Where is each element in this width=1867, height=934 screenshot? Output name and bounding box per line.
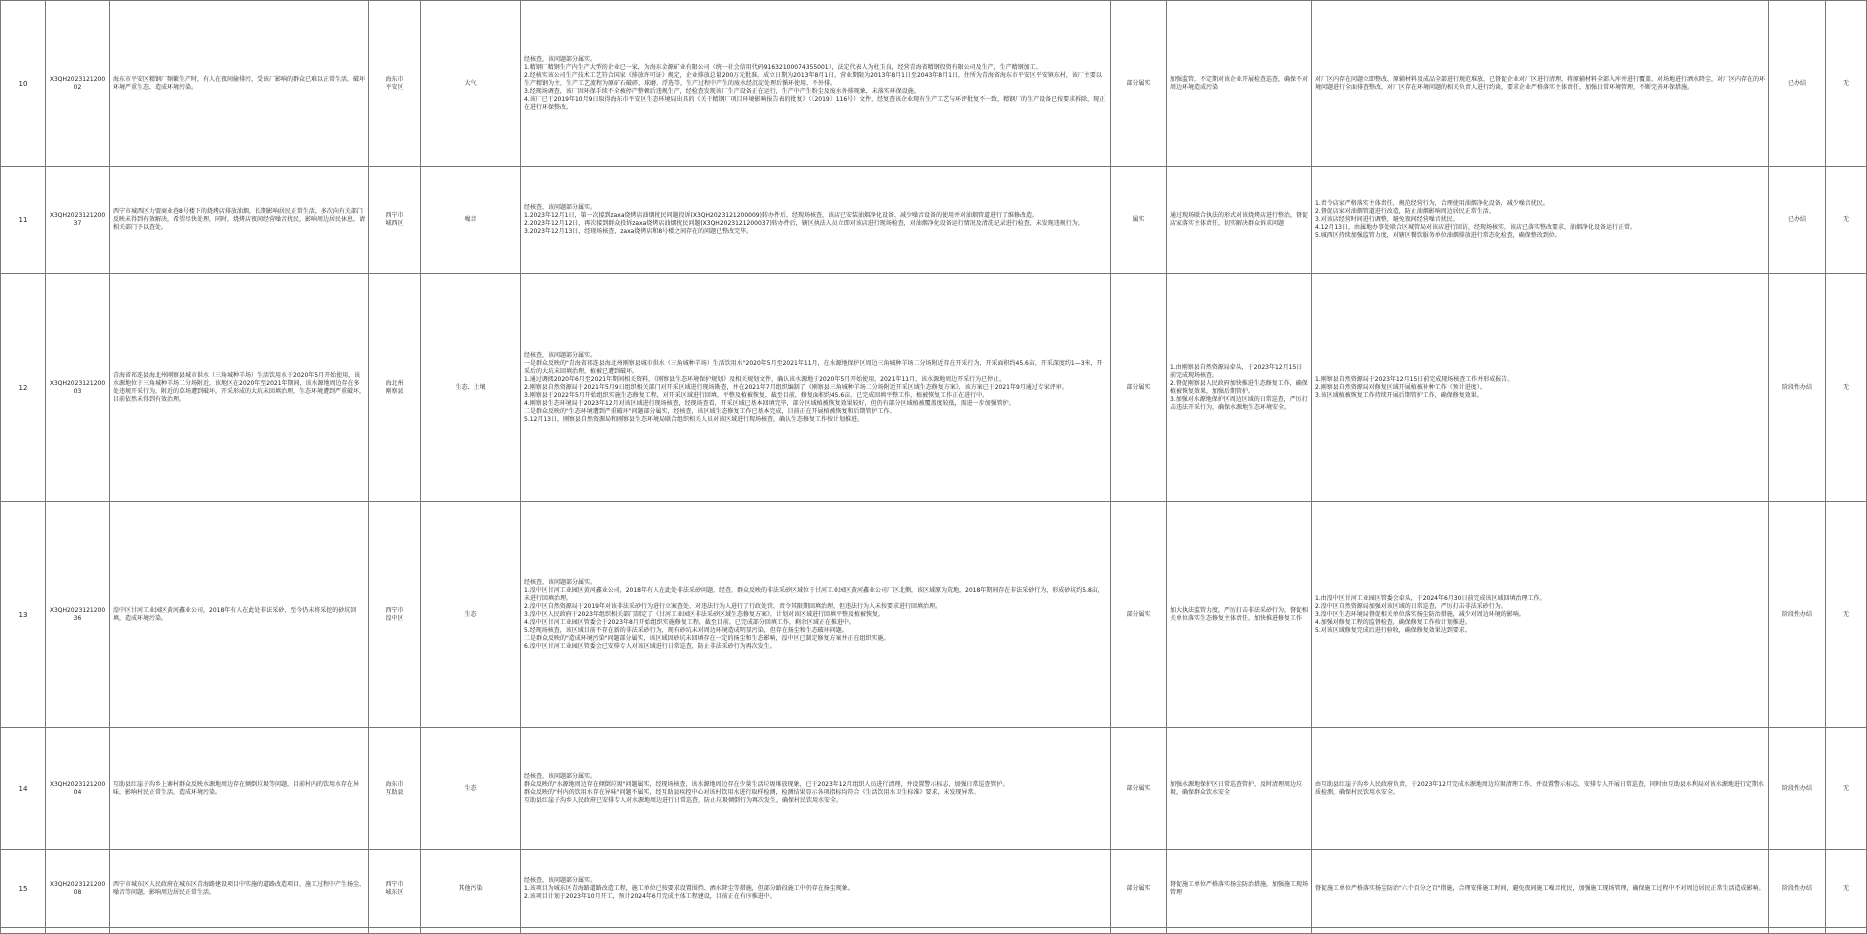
row-index: 11 (1, 167, 46, 274)
table-row (1, 274, 1867, 502)
case-id (46, 850, 110, 928)
rectification-text-line: 2.湟中区自然资源局加强对该区域的日常巡查，严厉打击非法采砂行为。 (1315, 602, 1507, 610)
empty-cell (521, 928, 1111, 934)
investigation-line: 二是群众反映的"造成环境污染"问题部分属实，该区域因砂坑未回填存在一定的扬尘和生态影响，湟中区已制定修复方案并正在组织实施。 (524, 634, 890, 642)
case-id-line: 08 (73, 888, 82, 896)
case-id-line: 36 (73, 614, 82, 622)
case-id (46, 502, 110, 728)
status: 已办结 (1769, 167, 1826, 274)
investigation-line: 群众反映的"村内的饮用水存在异味"问题不属实，经互助县疾控中心对该村饮用水进行取样检测，检测结果显示各项指标均符合《生活饮用水卫生标准》要求，未发现异常。 (524, 788, 980, 796)
rectification-text-line: 1.责令店家严格落实主体责任，规范经营行为，合理使用油烟净化设备，减少噪音扰民。 (1315, 200, 1549, 207)
accountability: 无 (1826, 1, 1867, 167)
complaint-text: 西宁市城西区力盟商业巷8号楼下的烧烤店排放油烟，长期影响居民正常生活，多次向有关部门反映未得到有效解决，希望尽快处理，同时，烧烤店夜间经营噪音扰民，影响周边居民休息，请相关部门予以查处。 (110, 167, 369, 274)
location (369, 850, 421, 928)
verdict: 部分属实 (1111, 850, 1167, 928)
location-line: 湟中区 (385, 614, 404, 622)
investigation-line: 群众反映的"水源地周边存在倾倒垃圾"问题属实，经现场核查，该水源地周边存在少量生活垃圾堆放现象，已于2023年12月组织人员进行清理，并设置警示标志，加强日常巡查管护。 (524, 780, 1009, 788)
pollution-category: 生态、土壤 (421, 274, 521, 502)
investigation-line: 3.湟中区人民政府于2023年组织相关部门制定了《甘河工业园区非法采砂区域生态修复方案》，计划对该区域进行回填平整及植被恢复。 (524, 610, 884, 618)
investigation-text (521, 1, 1111, 167)
rectification-text-line: 4.加强对修复工程的监督检查，确保修复工作按计划推进。 (1315, 618, 1471, 626)
row-index: 12 (1, 274, 46, 502)
location (369, 274, 421, 502)
empty-cell (369, 928, 421, 934)
location-line: 西宁市 (385, 212, 404, 219)
investigation-line: 2.2023年12月12日，再次接到群众投诉zaxa烧烤店油烟扰民问题(X3QH2023121200037)转办件后，辖区执法人员立即对该店进行现场检查，对油烟净化设备运行情况及清洗记录进行检查，未发现违规行为。 (524, 220, 1084, 227)
investigation-line: 1.湟中区甘河工业园区黄河鑫业公司，2018年有人在此处非法采砂问题，经查，群众反映的非法采砂区域位于甘河工业园区黄河鑫业公司厂区北侧，该区域原为荒地，2018年期间存在非法采砂行为，形成砂坑约5.8亩，未进行回填治理。 (524, 586, 1104, 602)
case-id (46, 728, 110, 850)
investigation-line: 3.刚察县于2022年5月开始组织实施生态修复工程，对开采区域进行回填、平整及植被恢复，截至目前，修复面积约45.6亩，已完成回填平整工作，植被恢复工作正在进行中。 (524, 391, 989, 399)
verdict: 部分属实 (1111, 1, 1167, 167)
pollution-category: 生态 (421, 728, 521, 850)
rectification-text (1312, 502, 1769, 728)
case-id (46, 167, 110, 274)
investigation-line: 1.通过调阅2020年6月至2021年期间相关资料，《刚察县生态环境保护规划》及相关规划文件，确认该水源地于2020年5月开始使用，2021年11月，该水源地周边开采行为已停止。 (524, 375, 1006, 383)
case-id-line: X3QH2023121200 (49, 379, 106, 387)
accountability: 无 (1826, 850, 1867, 928)
case-id-line: X3QH2023121200 (49, 75, 106, 83)
empty-cell (1312, 928, 1769, 934)
location-line: 城东区 (385, 888, 404, 896)
location (369, 1, 421, 167)
rectification-text: 督促施工单位严格落实扬尘防治"六个百分之百"措施，合理安排施工时间，避免夜间施工噪音扰民，加强施工现场管理，确保施工过程中不对周边居民正常生活造成影响。 (1312, 850, 1769, 928)
investigation-line: 4.该厂已于2019年10月9日取得海东市平安区生态环境局出具的《关于精钢厂项目环境影响报告表的批复》（〔2019〕116号）文件，经复查该企业现有生产工艺与环评批复不一致，精钢厂的生产设备已按要求拆除，现正在进行环保整改。 (524, 95, 1106, 111)
investigation-text (521, 728, 1111, 850)
investigation-line: 6.湟中区甘河工业园区管委会已安排专人对该区域进行日常巡查，防止非法采砂行为再次发生。 (524, 642, 776, 650)
investigation-line: 经核查，该问题部分属实。 (524, 578, 597, 586)
empty-cell (1167, 928, 1312, 934)
table-row (1, 167, 1867, 274)
table-row-continuation (1, 928, 1867, 934)
investigation-line: 互助县红崖子沟乡人民政府已安排专人对水源地周边进行日常巡查，防止垃圾倾倒行为再次发生，确保村民饮用水安全。 (524, 796, 843, 804)
case-id-line: 37 (73, 220, 82, 227)
table-row (1, 1, 1867, 167)
handling-text-line: 2.督促刚察县人民政府加快推进生态修复工作，确保植被恢复效果，加强后期管护。 (1170, 379, 1308, 395)
handling-text: 加大执法监管力度，严厉打击非法采砂行为，督促相关单位落实生态修复主体责任，加快推进修复工作 (1167, 502, 1312, 728)
location-line: 城西区 (385, 220, 404, 227)
verdict: 部分属实 (1111, 502, 1167, 728)
investigation-line: 2.湟中区自然资源局于2019年对该非法采砂行为进行立案查处，对违法行为人进行了行政处罚，责令其限期回填治理，但违法行为人未按要求进行回填治理。 (524, 602, 941, 610)
investigation-line: 3.2023年12月13日，经现场核查，zaxa烧烤店和8号楼之间存在的问题已整改完毕。 (524, 228, 753, 235)
case-id-line: X3QH2023121200 (49, 780, 106, 788)
case-id-line: 02 (73, 83, 82, 91)
case-id-line: 04 (73, 788, 82, 796)
status: 阶段性办结 (1769, 274, 1826, 502)
row-index: 13 (1, 502, 46, 728)
complaint-text: 互助县红崖子沟乡上寨村群众反映水源地周边存在倾倒垃圾等问题，目前村内的饮用水存在异味，影响村民正常生活，造成环境污染。 (110, 728, 369, 850)
investigation-line: 经核查，该问题部分属实。 (524, 351, 597, 359)
investigation-line: 二是群众反映的"生态环境遭到严重破坏"问题部分属实，经核查，该区域生态修复工作已基本完成，目前正在开展植被恢复和后期管护工作。 (524, 407, 896, 415)
handling-text: 加强水源地保护区日常巡查管护，及时清理周边垃圾，确保群众饮水安全 (1167, 728, 1312, 850)
investigation-line: 1.该项目为城东区青海路道路改造工程，施工单位已按要求设置围挡、洒水降尘等措施，但部分路段施工中仍存在扬尘现象。 (524, 884, 854, 892)
investigation-text (521, 502, 1111, 728)
location-line: 海北州 (385, 379, 404, 387)
accountability: 无 (1826, 502, 1867, 728)
case-id-line: 03 (73, 387, 82, 395)
empty-cell (1, 928, 46, 934)
rectification-text: 对厂区内存在问题立即整改，原辅材料及成品全部进行规范堆放，已督促企业对厂区进行清理，将原辅材料全部入库并进行覆盖，对场地进行洒水降尘，对厂区内存在的环境问题进行全面排查整改，对厂区存在环境问题的相关负责人进行约谈，要求企业严格落实主体责任，加强日常环境管理，不断完善环保措施。 (1312, 1, 1769, 167)
location-line: 西宁市 (385, 880, 404, 888)
pollution-category: 生态 (421, 502, 521, 728)
status: 阶段性办结 (1769, 502, 1826, 728)
rectification-text-line: 3.该区域植被恢复工作持续开展后期管护工作，确保修复效果。 (1315, 391, 1483, 399)
empty-cell (46, 928, 110, 934)
empty-cell (1769, 928, 1826, 934)
rectification-text-line: 5.城西区持续加强监管力度，对辖区餐饮服务单位油烟排放进行常态化检查，确保整改到位。 (1315, 232, 1561, 239)
investigation-line: 一是群众反映的"青海省祁连县海北州刚察县城市供水（三角城种羊场）生活饮用水"2020年5月至2021年11月，在水源地保护区周边三角城种羊场二分场附近存在开采行为，开采面积约45.6亩，开采深度约1—3米，开采后的大坑未回填治理，植被已遭到破坏。 (524, 359, 1103, 375)
handling-text-line: 1.由刚察县自然资源局牵头，于2023年12月15日前完成现场核查。 (1170, 363, 1303, 379)
rectification-text-line: 2.督促店家对油烟管道进行改造，防止油烟影响周边居民正常生活。 (1315, 208, 1495, 215)
location-line: 互助县 (385, 788, 404, 796)
status: 已办结 (1769, 1, 1826, 167)
investigation-line: 经核查，该问题部分属实。 (524, 55, 597, 63)
location (369, 728, 421, 850)
accountability: 无 (1826, 167, 1867, 274)
investigation-text (521, 274, 1111, 502)
empty-cell (421, 928, 521, 934)
status: 阶段性办结 (1769, 850, 1826, 928)
rectification-text-line: 2.刚察县自然资源局对修复区域开展植被补种工作（预计进度）。 (1315, 383, 1486, 391)
row-index: 10 (1, 1, 46, 167)
rectification-text-line: 3.对该店经营时间进行调整，避免夜间经营噪音扰民。 (1315, 216, 1459, 223)
complaint-text: 青海省祁连县海北州刚察县城市供水（三角城种羊场）生活饮用水于2020年5月开始使用，该水源地位于三角城种羊场二分场附近，该地区在2020年至2021年期间，该水源地周边存在多处违规开采行为，附近的草场遭到破坏，开采形成的大坑未回填治理，生态环境遭到严重破坏，目前依然未得到有效治理。 (110, 274, 369, 502)
table-row (1, 850, 1867, 928)
table-row (1, 502, 1867, 728)
rectification-text (1312, 167, 1769, 274)
status: 阶段性办结 (1769, 728, 1826, 850)
location-line: 刚察县 (385, 387, 404, 395)
handling-text (1167, 274, 1312, 502)
row-index: 14 (1, 728, 46, 850)
location-line: 海东市 (385, 75, 404, 83)
verdict: 属实 (1111, 167, 1167, 274)
investigation-line: 5.经现场核查，该区域目前不存在新的非法采砂行为，现有砂坑未对周边环境造成明显污染，但存在扬尘和生态破坏问题。 (524, 626, 848, 634)
investigation-line: 2.该项目计划于2023年10月开工，预计2024年6月完成主体工程建设，目前正在有序推进中。 (524, 892, 776, 900)
rectification-text-line: 1.刚察县自然资源局于2023年12月15日前完成现场核查工作并形成报告。 (1315, 375, 1514, 383)
investigation-line: 3.经现场调查，该厂因环保手续不全被停产整顿后违规生产，经检查发现该厂生产设备正在运行，生产中产生粉尘及废水外排现象，未落实环保设施。 (524, 87, 920, 95)
accountability: 无 (1826, 274, 1867, 502)
pollution-category: 其他污染 (421, 850, 521, 928)
verdict: 部分属实 (1111, 728, 1167, 850)
investigation-line: 1.2023年12月1日，第一次接到zaxa烧烤店油烟扰民问题投诉(X3QH2023121200009)转办件后，经现场核查，该店已安装油烟净化设备，减少噪音设备的使用并对油烟管道进行了维修改造。 (524, 212, 1038, 219)
investigation-line: 4.湟中区甘河工业园区管委会于2023年8月开始组织实施修复工程，截至目前，已完成部分回填工作，剩余区域正在推进中。 (524, 618, 855, 626)
investigation-text (521, 167, 1111, 274)
complaint-text: 西宁市城东区人民政府在城东区青海路建设项目中实施的道路改造项目，施工过程中产生扬尘、噪音等问题，影响周边居民正常生活。 (110, 850, 369, 928)
complaint-text: 湟中区甘河工业园区黄河鑫业公司，2018年有人在此处非法采砂，至今仍未将采挖的砂坑回填，造成环境污染。 (110, 502, 369, 728)
empty-cell (110, 928, 369, 934)
investigation-line: 1.精钢厂精钢生产内生产大型的企业已一家，为海东金源矿业有限公司（统一社会信用代码91632100074355001），法定代表人为杜玉良，经营青海省精钢投资有限公司及生产，生产精钢加工。 (524, 63, 1042, 71)
handling-text-line: 3.加强对水源地保护区周边区域的日常巡查，严厉打击违法开采行为，确保水源地生态环境安全。 (1170, 395, 1308, 411)
investigation-line: 4.刚察县生态环境局于2023年12月对该区域进行现场核查，经现场查看，开采区域已基本回填完毕，部分区域植被恢复效果较好，但仍有部分区域植被覆盖度较低，需进一步加强管护。 (524, 399, 1015, 407)
rectification-text: 由互助县红崖子沟乡人民政府负责，于2023年12月完成水源地周边垃圾清理工作，并设置警示标志，安排专人开展日常巡查，同时由互助县水利局对该水源地进行定期水质检测，确保村民饮用水安全。 (1312, 728, 1769, 850)
pollution-category: 大气 (421, 1, 521, 167)
pollution-category: 噪音 (421, 167, 521, 274)
location-line: 海东市 (385, 780, 404, 788)
accountability: 无 (1826, 728, 1867, 850)
row-index: 15 (1, 850, 46, 928)
verdict: 部分属实 (1111, 274, 1167, 502)
rectification-text-line: 3.湟中区生态环境局督促相关单位落实扬尘防治措施，减少对周边环境的影响。 (1315, 610, 1525, 618)
case-id (46, 1, 110, 167)
case-id-line: X3QH2023121200 (49, 606, 106, 614)
rectification-text (1312, 274, 1769, 502)
table-row (1, 728, 1867, 850)
location-line: 西宁市 (385, 606, 404, 614)
location-line: 平安区 (385, 83, 404, 91)
empty-cell (1111, 928, 1167, 934)
investigation-line: 经核查，该问题部分属实。 (524, 876, 597, 884)
case-id-line: X3QH2023121200 (49, 212, 106, 219)
handling-text: 督促施工单位严格落实扬尘防治措施，加强施工现场管理 (1167, 850, 1312, 928)
case-id-line: X3QH2023121200 (49, 880, 106, 888)
location (369, 502, 421, 728)
investigation-line: 5.12月13日，刚察县自然资源局和刚察县生态环境局联合组织相关人员对该区域进行现场核查，确认生态修复工作按计划推进。 (524, 415, 863, 423)
investigation-line: 2.经核实该公司生产技术工艺符合国家《排放许可证》规定，企业排放总量200万元批准，成立日期为2013年8月1日，营业期限为2013年8月1日至2043年8月1日，住所为青海省海东市平安区平安镇东村，该厂主要以生产精钢为主，生产工艺流程为原矿石破碎、球磨、浮选等，生产过程中产生的废水经沉淀处理后循环使用，不外排。 (524, 71, 1102, 87)
rectification-text-line: 5.对该区域修复完成后进行验收，确保修复效果达到要求。 (1315, 626, 1471, 634)
handling-text: 加强监管，不定期对该企业开展检查巡查，确保不对周边环境造成污染 (1167, 1, 1312, 167)
investigation-text (521, 850, 1111, 928)
rectification-text-line: 4.12月13日，由属地办事处联合区城管局对该店进行回访，经现场核实，该店已落实整改要求，油烟净化设备运行正常。 (1315, 224, 1636, 231)
rectification-text-line: 1.由湟中区甘河工业园区管委会牵头，于2024年6月30日前完成该区域回填治理工作。 (1315, 594, 1546, 602)
case-id (46, 274, 110, 502)
handling-text: 通过现场联合执法的形式对该烧烤店进行整治，督促店家落实主体责任，切实解决群众诉求问题 (1167, 167, 1312, 274)
investigation-line: 2.刚察县自然资源局于2021年5月9日组织相关部门对开采区域进行现场勘查，并在2021年7月组织编制了《刚察县三角城种羊场二分场附近开采区域生态修复方案》，该方案已于2021年9月通过专家评审。 (524, 383, 1068, 391)
complaint-text: 海东市平安区精钢厂频繁生产时，有人在夜间偷排污，受该厂影响的群众已难以正常生活，破坏环境严重生态，造成环境污染。 (110, 1, 369, 167)
investigation-line: 经核查，该问题部分属实。 (524, 204, 597, 211)
empty-cell (1826, 928, 1867, 934)
investigation-line: 经核查，该问题部分属实。 (524, 772, 597, 780)
location (369, 167, 421, 274)
